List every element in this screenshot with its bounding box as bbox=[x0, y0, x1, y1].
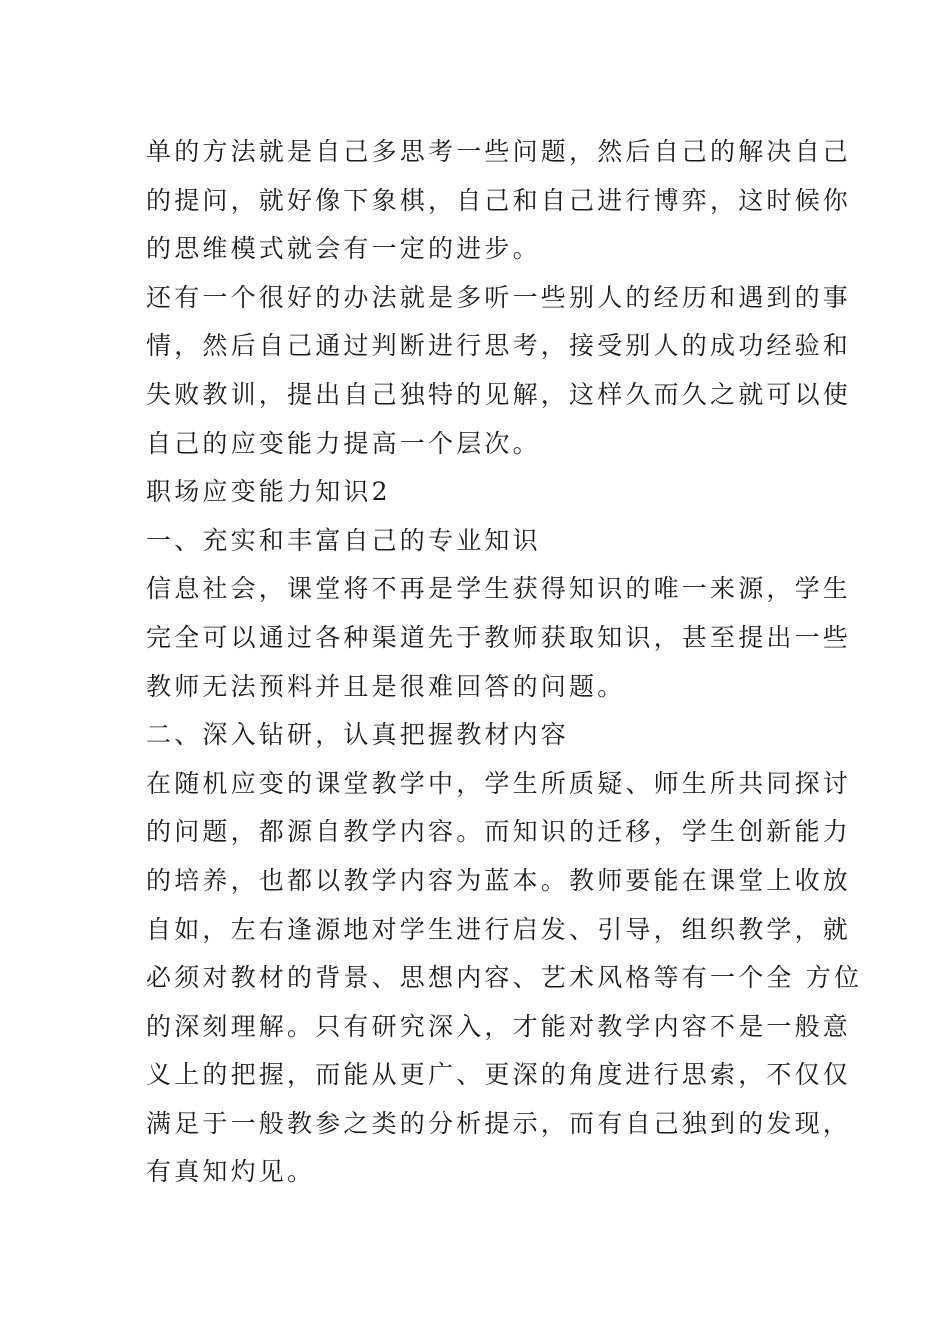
text-line-16: 的培养，也都以教学内容为蓝本。教师要能在课堂上收放 bbox=[146, 865, 852, 895]
subheading-two: 二、深入钻研，认真把握教材内容 bbox=[146, 720, 570, 750]
text-line-5: 情，然后自己通过判断进行思考，接受别人的成功经验和 bbox=[146, 331, 852, 361]
text-line-2: 的提问，就好像下象棋，自己和自己进行博弈，这时候你 bbox=[146, 185, 852, 215]
text-line-22: 有真知灼见。 bbox=[146, 1157, 316, 1187]
text-line-21: 满足于一般教参之类的分析提示，而有自己独到的发现， bbox=[146, 1108, 852, 1138]
section-heading-title: 职场应变能力知识2 bbox=[146, 477, 391, 507]
document-body bbox=[146, 128, 863, 1197]
text-line-4: 还有一个很好的办法就是多听一些别人的经历和遇到的事 bbox=[146, 282, 852, 312]
subheading-one: 一、充实和丰富自己的专业知识 bbox=[146, 525, 541, 555]
text-line-17: 自如，左右逢源地对学生进行启发、引导，组织教学，就 bbox=[146, 914, 852, 944]
text-line-14: 在随机应变的课堂教学中，学生所质疑、师生所共同探讨 bbox=[146, 768, 852, 798]
text-line-19: 的深刻理解。只有研究深入，才能对教学内容不是一般意 bbox=[146, 1011, 852, 1041]
text-line-12: 教师无法预料并且是很难回答的问题。 bbox=[146, 671, 626, 701]
text-line-1: 单的方法就是自己多思考一些问题，然后自己的解决自己 bbox=[146, 137, 852, 166]
text-line-6: 失败教训，提出自己独特的见解，这样久而久之就可以使 bbox=[146, 379, 852, 409]
text-line-10: 信息社会，课堂将不再是学生获得知识的唯一来源，学生 bbox=[146, 574, 852, 604]
text-line-15: 的问题，都源自教学内容。而知识的迁移，学生创新能力 bbox=[146, 817, 852, 847]
text-line-7: 自己的应变能力提高一个层次。 bbox=[146, 428, 541, 458]
text-line-11: 完全可以通过各种渠道先于教师获取知识，甚至提出一些 bbox=[146, 622, 852, 652]
text-line-18: 必须对教材的背景、思想内容、艺术风格等有一个全 方位 bbox=[146, 963, 863, 993]
text-line-3: 的思维模式就会有一定的进步。 bbox=[146, 234, 541, 264]
text-line-20: 义上的把握，而能从更广、更深的角度进行思索，不仅仅 bbox=[146, 1060, 852, 1090]
